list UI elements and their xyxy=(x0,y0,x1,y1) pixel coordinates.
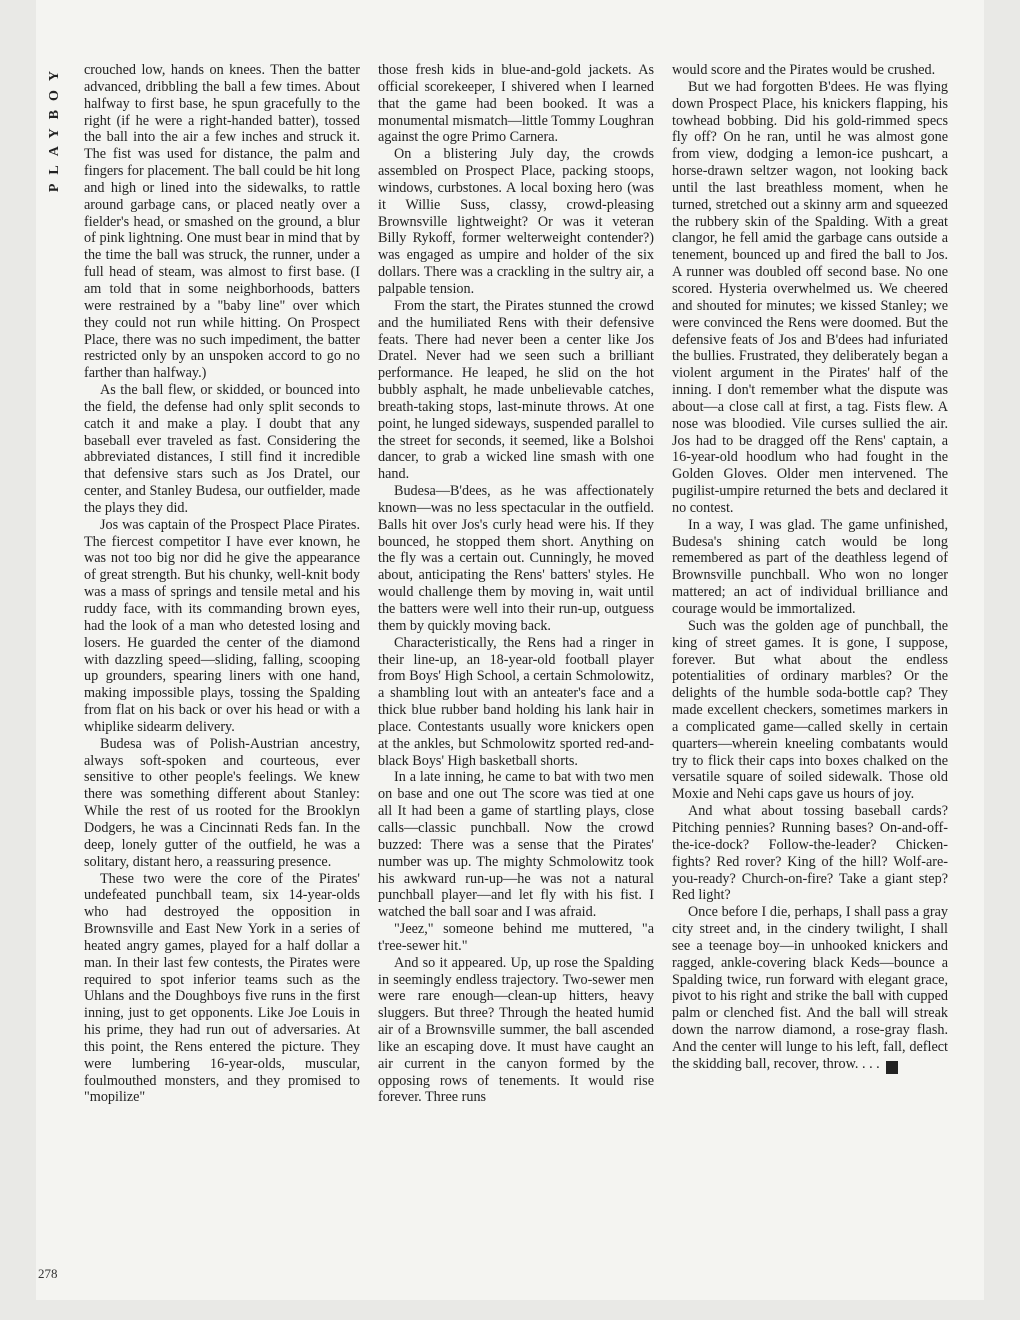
paragraph: Jos was captain of the Prospect Place Pirates. The fiercest competitor I have ever known, he was not too big nor did he give the appearance of great strength. But his chunky, well-knit body was a mass of springs and tensile metal and his ruddy face, with its commanding brown eyes, had the look of a man who detested losing and losers. He guarded the center of the diamond with dazzling speed—sliding, falling, scooping up grounders, spearing liners with one hand, making impossible plays, tossing the Spalding from flat on his back or over his head or with a whiplike sidearm delivery. xyxy=(84,516,360,735)
article-body xyxy=(84,62,950,1282)
paragraph: On a blistering July day, the crowds assembled on Prospect Place, packing stoops, windows, curbstones. A local boxing hero (was it Willie Suss, classy, crowd-pleasing Brownsville lightweight? Or was it veteran Billy Rykoff, former welterweight contender?) was engaged as umpire and holder of the six dollars. There was a crackling in the sultry air, a palpable tension. xyxy=(378,146,654,297)
paragraph: Budesa—B'dees, as he was affectionately known—was no less spectacular in the outfield. Balls hit over Jos's curly head were his. If they bounced, he stopped them short. Anything on the fly was a certain out. Cunningly, he moved about, anticipating the Rens' batters' styles. He would challenge them by moving in, wait until the batters were well into their run-up, outguess them by quickly moving back. xyxy=(378,483,654,634)
paragraph: Such was the golden age of punchball, the king of street games. It is gone, I suppose, forever. But what about the endless potentialities of ordinary marbles? Or the delights of the humble soda-bottle cap? They made excellent checkers, sometimes markers in a complicated game—called skelly in certain quarters—wherein kneeling combatants would try to flick their caps into boxes chalked on the versatile square of soiled sidewalk. Those old Moxie and Nehi caps gave us hours of joy. xyxy=(672,617,948,803)
text-column-1 xyxy=(84,62,360,1106)
paragraph: In a way, I was glad. The game unfinished, Budesa's shining catch would be long remembered as part of the deathless legend of Brownsville punchball. Who won no longer mattered; an act of individual brilliance and courage would be immortalized. xyxy=(672,516,948,617)
paragraph: These two were the core of the Pirates' undefeated punchball team, six 14-year-olds who had destroyed the opposition in Brownsville and East New York in a series of heated angry games, played for a half dollar a man. In their last few contests, the Pirates were required to spot inferior teams such as the Uhlans and the Doughboys five runs in the first inning, just to get opponents. Like Joe Louis in his prime, they had run out of adversaries. At this point, the Rens entered the picture. They were lumbering 16-year-olds, muscular, foulmouthed monsters, and they promised to "mopilize" xyxy=(84,870,360,1106)
paragraph: would score and the Pirates would be crushed. xyxy=(672,62,936,78)
text-column-2 xyxy=(378,62,654,1106)
paragraph: crouched low, hands on knees. Then the batter advanced, dribbling the ball a few times. About halfway to first base, he spun gracefully to the right (if he were a right-handed batter), tossed the ball into the air a few inches and struck it. The fist was used for distance, the palm and fingers for placement. The ball could be hit long and high or lined into the sidewalks, to rattle around garbage cans, or placed neatly over a fielder's head, or smashed on the ground, a blur of pink lightning. One must bear in mind that by the time the ball was struck, the runner, under a full head of steam, was almost to first base. (I am told that in some neighborhoods, batters were restrained by a "baby line" over which they could not run while hitting. On Prospect Place, there was no such impediment, the batter restricted only by an unspoken accord to go no farther than halfway.) xyxy=(84,62,360,382)
paragraph: From the start, the Pirates stunned the crowd and the humiliated Rens with their defensive feats. There had never been a center like Jos Dratel. Never had we seen such a brilliant performance. He leaped, he slid on the hot bubbly asphalt, he made unbelievable catches, breath-taking stops, last-minute throws. At one point, he lunged sideways, suspended parallel to the street for seconds, it seemed, like a Bolshoi dancer, to grab a wicked line smash with one hand. xyxy=(378,297,654,483)
paragraph: Once before I die, perhaps, I shall pass a gray city street and, in the cindery twilight, I shall see a teenage boy—in unhooked knickers and ragged, ankle-covering black Keds—bounce a Spalding twice, run forward with elegant grace, pivot to his right and strike the ball with cupped palm or clenched fist. And the ball will streak down the narrow diamond, a rose-gray flash. And the center will lunge to his left, fall, deflect the skidding ball, recover, throw. . . . ♣ xyxy=(672,904,948,1072)
running-head-text: PLAYBOY xyxy=(47,62,62,193)
paragraph: "Jeez," someone behind me muttered, "a t'ree-sewer hit." xyxy=(378,921,654,954)
paragraph: those fresh kids in blue-and-gold jackets. As official scorekeeper, I shivered when I learned that the game had been booked. It was a monumental mismatch—little Tommy Loughran against the ogre Primo Carnera. xyxy=(378,62,654,146)
paragraph: Characteristically, the Rens had a ringer in their line-up, an 18-year-old football player from Boys' High School, a certain Schmolowitz, a shambling lout with an anteater's face and a thick blue rubber band holding his lank hair in place. Contestants usually wore knickers open at the ankles, but Schmolowitz sported red-and-black Boys' High basketball shorts. xyxy=(378,634,654,769)
paragraph: And so it appeared. Up, up rose the Spalding in seemingly endless trajectory. Two-sewer men were rare enough—clean-up hitters, heavy sluggers. But three? Through the heated humid air of a Brownsville summer, the ball ascended like an escaping dove. It must have caught an air current in the canyon formed by the opposing rows of tenements. It would rise forever. Three runs xyxy=(378,954,654,1106)
end-mark-icon: ♣ xyxy=(886,1061,898,1074)
paragraph: Budesa was of Polish-Austrian ancestry, always soft-spoken and courteous, ever sensitive to other people's feelings. We knew there was something different about Stanley: While the rest of us rooted for the Brooklyn Dodgers, he was a Cincinnati Reds fan. In the deep, lonely gutter of the outfield, he was a solitary, distant hero, a reassuring presence. xyxy=(84,735,360,870)
paragraph: And what about tossing baseball cards? Pitching pennies? Running bases? On-and-off-the-ice-dock? Follow-the-leader? Chicken-fights? Red rover? King of the hill? Wolf-are-you-ready? Church-on-fire? Take a giant step? Red light? xyxy=(672,803,948,904)
running-head xyxy=(46,62,64,192)
paragraph: As the ball flew, or skidded, or bounced into the field, the defense had only split seconds to catch it and make a play. I doubt that any baseball ever traveled as fast. Considering the abbreviated distances, I still find it incredible that defensive stars such as Jos Dratel, our center, and Stanley Budesa, our outfielder, made the plays they did. xyxy=(84,382,360,516)
text-column-3 xyxy=(672,62,948,1074)
page-number: 278 xyxy=(38,1266,58,1281)
paragraph: In a late inning, he came to bat with two men on base and one out The score was tied at one all It had been a game of startling plays, close calls—classic punchball. Now the crowd buzzed: There was a sense that the Pirates' number was up. The mighty Schmolowitz took his awkward run-up—he was not a natural punchball player—and let fly with his fist. I watched the ball soar and I was afraid. xyxy=(378,769,654,921)
paragraph: But we had forgotten B'dees. He was flying down Prospect Place, his knickers flapping, his towhead bobbing. Did his gold-rimmed specs fly off? On he ran, until he was almost gone from view, dodging a lemon-ice pushcart, a horse-drawn seltzer wagon, not looking back until the last breathless moment, when he turned, stretched out a skinny arm and squeezed the rubbery skin of the Spalding. With a great clangor, he fell amid the garbage cans outside a tenement, bounced up and fired the ball to Jos. A runner was doubled off second base. No one scored. Hysteria overwhelmed us. We cheered and shouted for minutes; we kissed Stanley; we were convinced the Rens were doomed. But the defensive feats of Jos and B'dees had infuriated the bullies. Frustrated, they deliberately began a violent argument in the Pirates' half of the inning. I don't remember what the dispute was about—a close call at first, a tag. Fists flew. A nose was bloodied. Vile curses sullied the air. Jos had to be dragged off the Rens' captain, a 16-year-old hoodlum who had fought in the Golden Gloves. Older men intervened. The pugilist-umpire returned the bets and declared it no contest. xyxy=(672,78,948,516)
